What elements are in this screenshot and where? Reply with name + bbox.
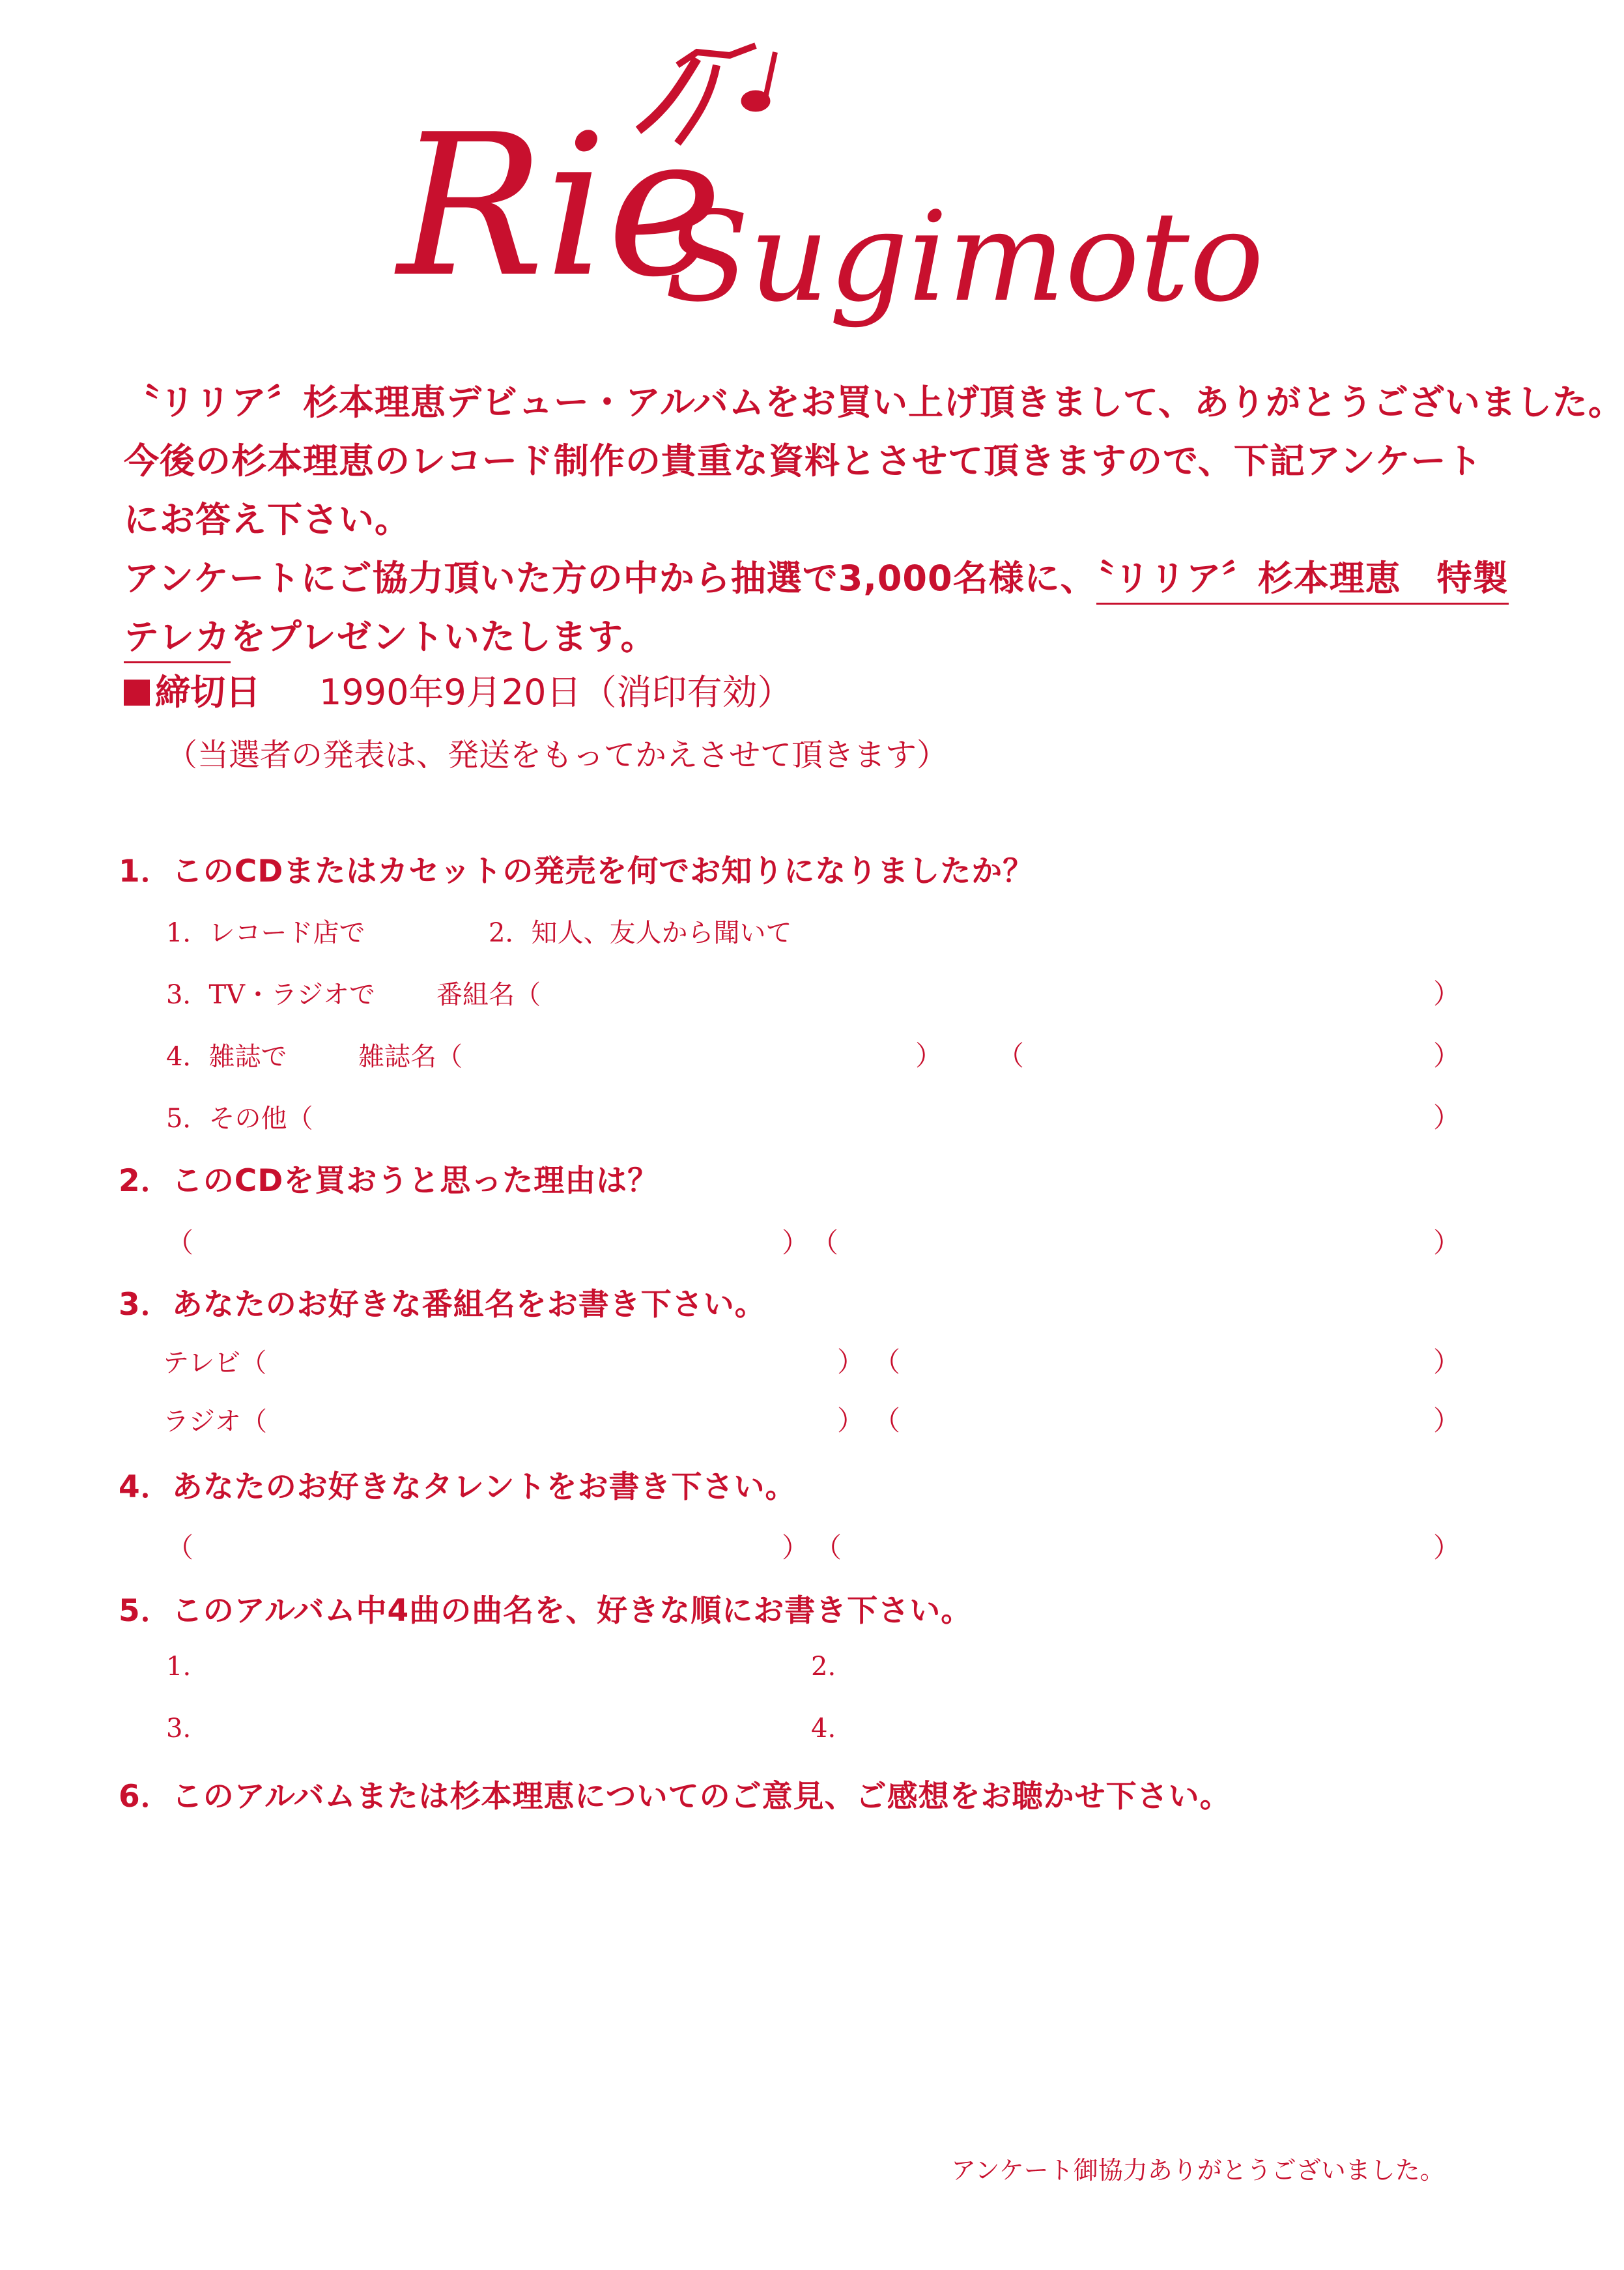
q1-option-1: 1．レコード店で xyxy=(166,918,365,948)
q1-magazine-field-2-open: （ xyxy=(997,1040,1025,1072)
q1-magazine-field-1-close: ） xyxy=(915,1040,943,1072)
q2-field-1-close: ） xyxy=(782,1227,810,1259)
q5-slot-1: 1. xyxy=(166,1652,192,1682)
prize-telca-underlined: テレカ xyxy=(124,616,231,663)
q5-slot-4: 4. xyxy=(811,1714,836,1744)
intro-line-3: にお答え下さい。 xyxy=(124,499,410,540)
intro-line-5 xyxy=(124,609,656,659)
rie-sugimoto-logo xyxy=(391,39,1264,345)
q3-tv-field-2-open: （ xyxy=(873,1346,901,1378)
q1-program-field-close: ） xyxy=(1433,978,1461,1010)
q4-field-2-close: ） xyxy=(1433,1532,1461,1564)
q3-tv-label: テレビ（ xyxy=(163,1348,267,1378)
deadline-label: 締切日 xyxy=(155,672,261,713)
question-6-title: 6．このアルバムまたは杉本理恵についてのご意見、ご感想をお聴かせ下さい。 xyxy=(119,1779,1231,1815)
q1-option-3: 3．TV・ラジオで xyxy=(166,980,376,1010)
q1-option-5: 5．その他（ xyxy=(166,1104,313,1134)
q1-other-field-close: ） xyxy=(1433,1102,1461,1134)
intro-line-1: 〝リリア〞杉本理恵デビュー・アルバムをお買い上げ頂きまして、ありがとうございました。 xyxy=(124,382,1624,423)
q2-field-2-open: （ xyxy=(811,1227,839,1259)
winner-note: （当選者の発表は、発送をもってかえさせて頂きます） xyxy=(166,737,948,773)
q3-radio-field-2-close: ） xyxy=(1433,1405,1461,1437)
q5-slot-3: 3. xyxy=(166,1714,192,1744)
q5-slot-2: 2. xyxy=(811,1652,836,1682)
q1-option-4: 4．雑誌で xyxy=(166,1042,287,1072)
logo-rie-text: Rie xyxy=(397,93,723,320)
q3-tv-field-2-close: ） xyxy=(1433,1346,1461,1378)
deadline-date: 1990年9月20日（消印有効） xyxy=(319,672,793,713)
q1-program-field-label: 番組名（ xyxy=(436,980,541,1010)
q3-radio-field-2-open: （ xyxy=(873,1405,901,1437)
question-3-title: 3．あなたのお好きな番組名をお書き下さい。 xyxy=(119,1287,766,1323)
intro-line-2: 今後の杉本理恵のレコード制作の貴重な資料とさせて頂きますので、下記アンケート xyxy=(124,440,1483,481)
q1-magazine-field-2-close: ） xyxy=(1433,1040,1461,1072)
deadline xyxy=(124,665,793,715)
q4-field-1-close: ） xyxy=(782,1532,810,1564)
question-4-title: 4．あなたのお好きなタレントをお書き下さい。 xyxy=(119,1469,797,1505)
q4-field-2-open: （ xyxy=(814,1532,842,1564)
intro-line-4 xyxy=(124,551,1509,601)
intro-line-5-text: をプレゼントいたします。 xyxy=(230,616,657,657)
q2-field-1-open: （ xyxy=(166,1227,194,1259)
intro-line-4-text: アンケートにご協力頂いた方の中から抽選で3,000名様に、 xyxy=(124,558,1096,599)
question-5-title: 5．このアルバム中4曲の曲名を、好きな順にお書き下さい。 xyxy=(119,1593,973,1629)
q1-option-2: 2．知人、友人から聞いて xyxy=(489,918,792,948)
q1-magazine-field-label: 雑誌名（ xyxy=(358,1042,463,1072)
q3-tv-field-1-close: ） xyxy=(837,1346,865,1378)
question-1-title: 1．このCDまたはカセットの発売を何でお知りになりましたか？ xyxy=(119,854,1034,889)
q3-radio-label: ラジオ（ xyxy=(163,1407,267,1437)
footer-thanks: アンケート御協力ありがとうございました。 xyxy=(951,2156,1445,2185)
q4-field-1-open: （ xyxy=(166,1532,194,1564)
black-square-icon xyxy=(124,680,150,706)
question-2-title: 2．このCDを買おうと思った理由は？ xyxy=(119,1163,659,1199)
q3-radio-field-1-close: ） xyxy=(837,1405,865,1437)
logo-sugimoto-text: Sugimoto xyxy=(664,185,1264,329)
q2-field-2-close: ） xyxy=(1433,1227,1461,1259)
prize-underlined: 〝リリア〞杉本理恵 特製 xyxy=(1096,558,1509,605)
